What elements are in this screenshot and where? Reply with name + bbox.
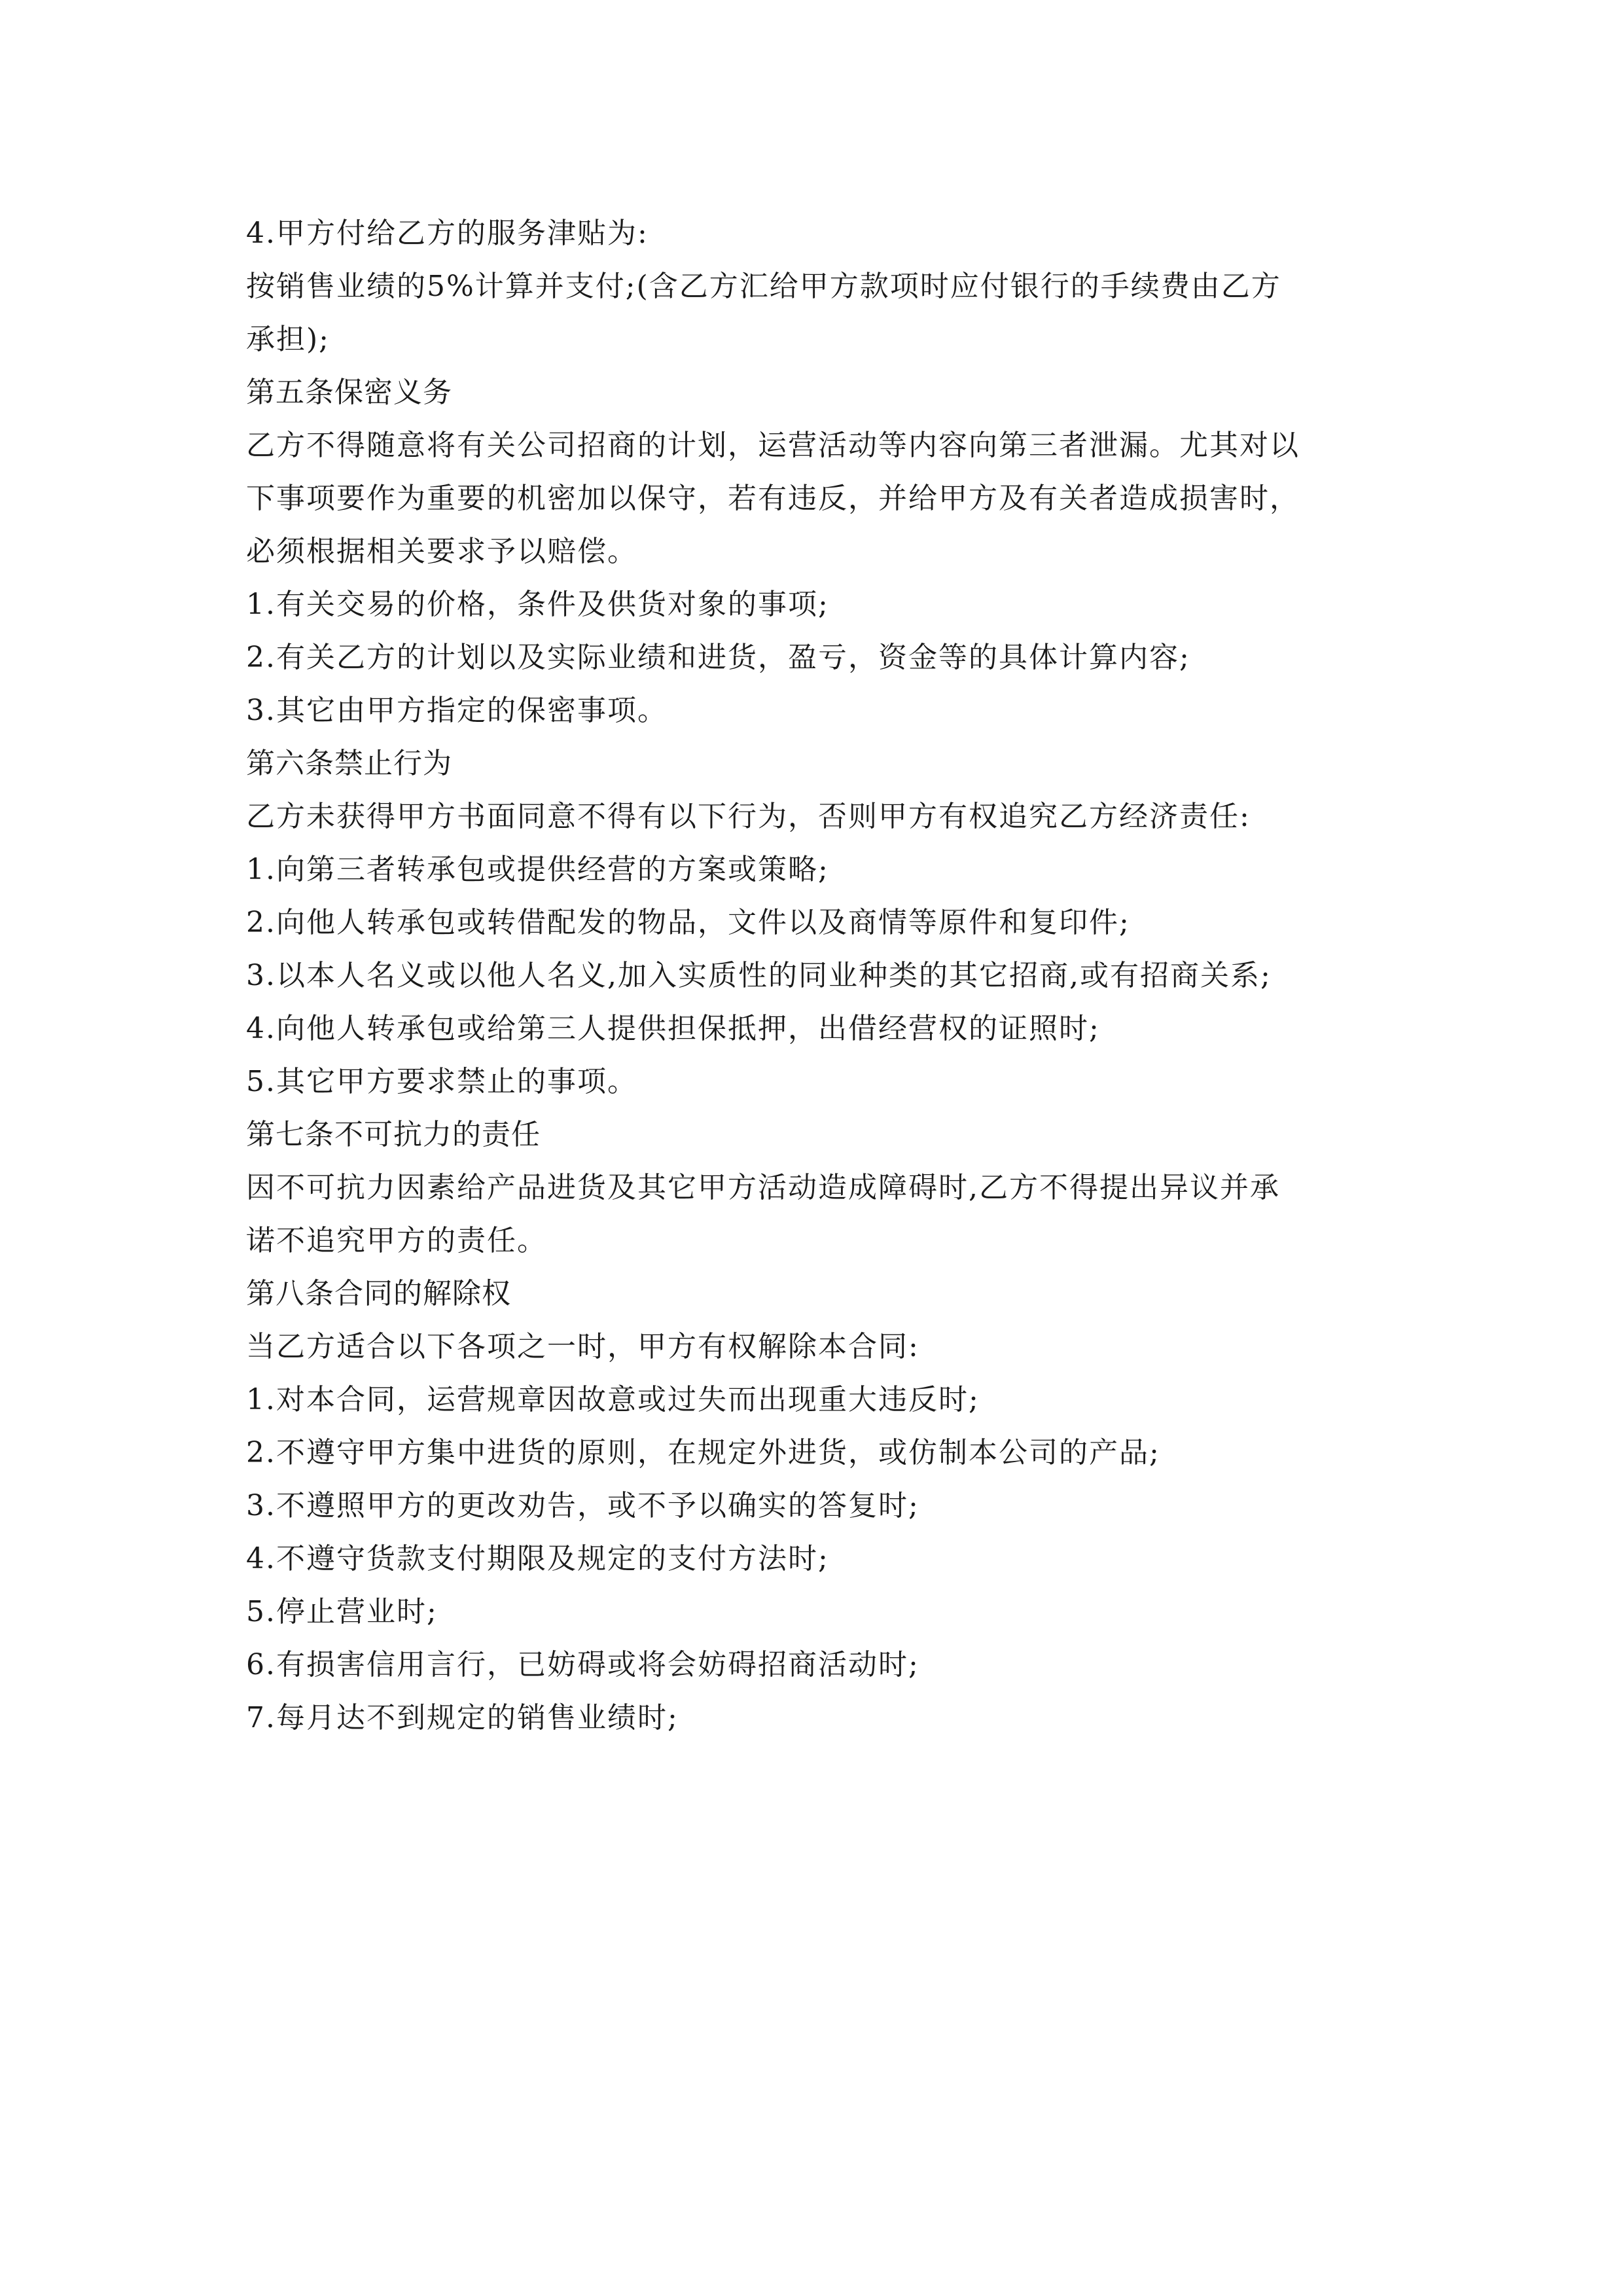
document-body <box>246 207 1398 1744</box>
clause-item: 5.其它甲方要求禁止的事项。 <box>246 1065 637 1098</box>
clause-item: 2.向他人转承包或转借配发的物品，文件以及商情等原件和复印件; <box>246 906 1130 939</box>
section-heading: 第七条不可抗力的责任 <box>246 1118 541 1151</box>
paragraph-line: 诺不追究甲方的责任。 <box>246 1224 547 1257</box>
paragraph-line: 按销售业绩的5%计算并支付;(含乙方汇给甲方款项时应付银行的手续费由乙方 <box>246 270 1281 303</box>
paragraph-line: 因不可抗力因素给产品进货及其它甲方活动造成障碍时,乙方不得提出异议并承 <box>246 1171 1280 1204</box>
clause-item: 7.每月达不到规定的销售业绩时; <box>246 1701 679 1734</box>
section-heading: 第六条禁止行为 <box>246 747 452 780</box>
clause-item: 3.不遵照甲方的更改劝告，或不予以确实的答复时; <box>246 1489 919 1522</box>
clause-item: 4.不遵守货款支付期限及规定的支付方法时; <box>246 1542 829 1575</box>
section-heading: 第五条保密义务 <box>246 376 452 409</box>
clause-item: 4.向他人转承包或给第三人提供担保抵押，出借经营权的证照时; <box>246 1012 1100 1045</box>
clause-item: 6.有损害信用言行，已妨碍或将会妨碍招商活动时; <box>246 1648 919 1681</box>
section-heading: 第八条合同的解除权 <box>246 1277 511 1310</box>
clause-item: 1.对本合同，运营规章因故意或过失而出现重大违反时; <box>246 1383 980 1416</box>
clause-item: 4.甲方付给乙方的服务津贴为: <box>246 217 649 250</box>
clause-item: 5.停止营业时; <box>246 1595 438 1628</box>
paragraph-line: 承担); <box>246 323 330 356</box>
paragraph-line: 乙方未获得甲方书面同意不得有以下行为，否则甲方有权追究乙方经济责任: <box>246 800 1251 833</box>
paragraph-line: 乙方不得随意将有关公司招商的计划，运营活动等内容向第三者泄漏。尤其对以 <box>246 429 1300 462</box>
clause-item: 3.其它由甲方指定的保密事项。 <box>246 694 668 727</box>
paragraph-line: 下事项要作为重要的机密加以保守，若有违反，并给甲方及有关者造成损害时， <box>246 482 1300 515</box>
paragraph-line: 必须根据相关要求予以赔偿。 <box>246 535 637 568</box>
clause-item: 2.有关乙方的计划以及实际业绩和进货，盈亏，资金等的具体计算内容; <box>246 641 1190 674</box>
clause-item: 1.向第三者转承包或提供经营的方案或策略; <box>246 853 829 886</box>
clause-item: 2.不遵守甲方集中进货的原则，在规定外进货，或仿制本公司的产品; <box>246 1436 1160 1469</box>
clause-item: 1.有关交易的价格，条件及供货对象的事项; <box>246 588 829 621</box>
paragraph-line: 当乙方适合以下各项之一时，甲方有权解除本合同: <box>246 1330 919 1363</box>
clause-item: 3.以本人名义或以他人名义,加入实质性的同业种类的其它招商,或有招商关系; <box>246 959 1272 992</box>
